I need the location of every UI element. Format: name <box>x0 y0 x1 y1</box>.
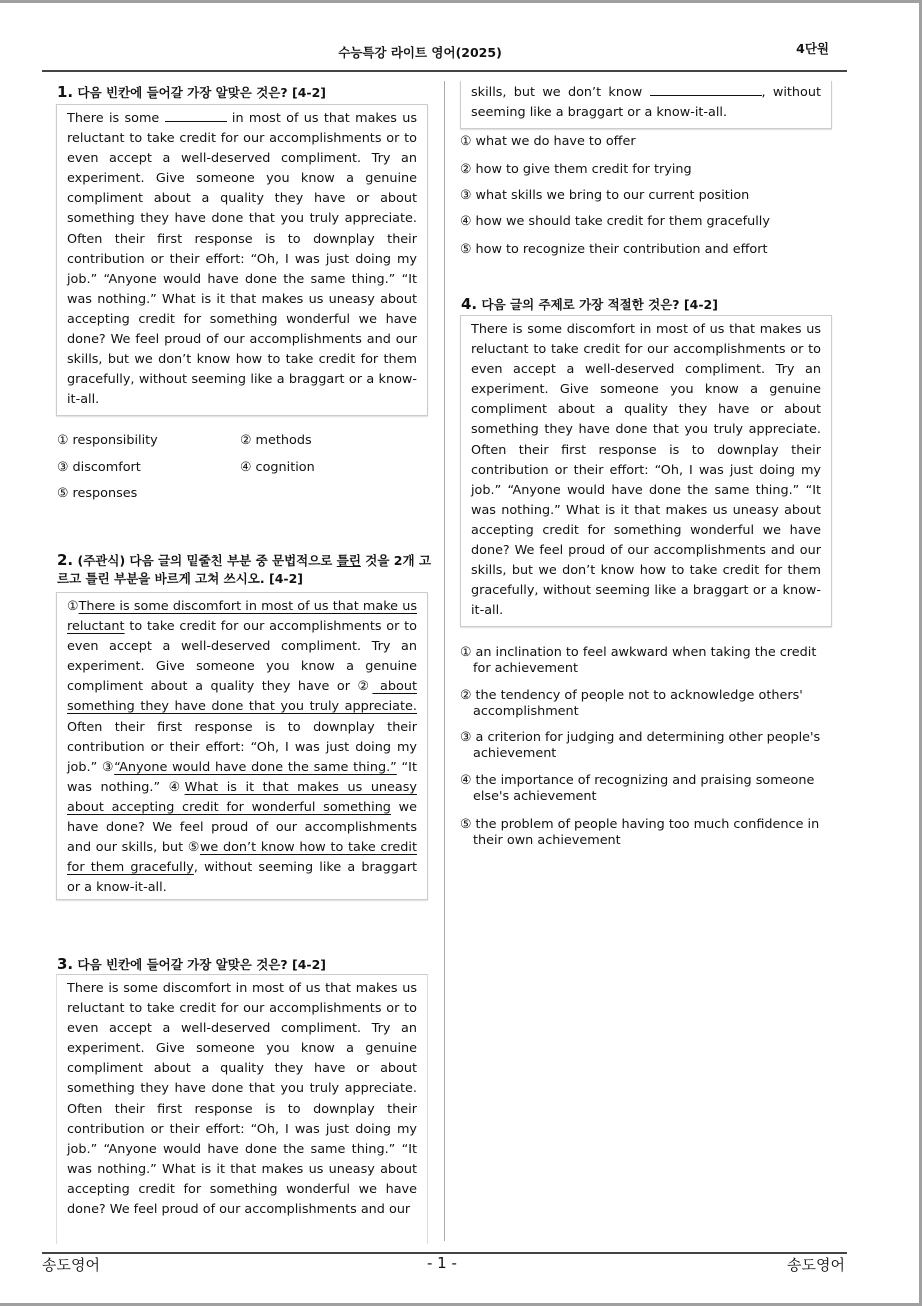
q4-option-1[interactable]: ① an inclination to feel awkward when taking the credit for achievement <box>460 645 817 676</box>
q3-option-1[interactable]: ① what we do have to offer <box>460 134 636 149</box>
q3-passage-part-1: There is some discomfort in most of us that makes us reluctant to take credit for our accomplishments or to even accept a well-deserved compliment. Try an experiment. Give someone you know a genuine compliment about a quality they have or about something they have done that you truly appreciate. Often their first response is to downplay their contribution or their effort: “Oh, I was just doing my job.” “Anyone would have done the same thing.” “It was nothing.” What is it that makes us uneasy about accepting credit for something wonderful we have done? We feel proud of our accomplishments and our <box>56 974 428 1244</box>
underlined-part-5: we don’t know how to take credit for them gracefully <box>67 840 417 876</box>
q1-option-2[interactable]: ② methods <box>240 433 312 448</box>
marker-3: ③ <box>101 759 115 775</box>
q4-tag: [4-2] <box>683 297 718 312</box>
q4-title <box>461 295 718 314</box>
answer-blank <box>650 83 762 96</box>
header-divider <box>42 70 847 72</box>
q2-title: 2. (주관식) 다음 글의 밑줄친 부분 중 문법적으로 틀린 것을 2개 고르고 틀린 부분을 바르게 고쳐 쓰시오. [4-2] <box>57 551 431 586</box>
q1-passage: There is some in most of us that makes us reluctant to take credit for our accomplishments or to even accept a well-deserved compliment. Try an experiment. Give someone you know a genuine compliment about a quality they have or about something they have done that you truly appreciate. Often their first response is to downplay their contribution or their effort: “Oh, I was just doing my job.” “Anyone would have done the same thing.” “It was nothing.” What is it that makes us uneasy about accepting credit for something wonderful we have done? We feel proud of our accomplishments and our skills, but we don’t know how to take credit for them gracefully, without seeming like a braggart or a know-it-all. <box>56 104 428 416</box>
q3-option-2[interactable]: ② how to give them credit for trying <box>460 162 692 177</box>
q3-passage-part-2: skills, but we don’t know , without seeming like a braggart or a know-it-all. <box>460 81 832 129</box>
q1-option-1[interactable]: ① responsibility <box>57 433 158 448</box>
q4-passage: There is some discomfort in most of us that makes us reluctant to take credit for our accomplishments or to even accept a well-deserved compliment. Try an experiment. Give someone you know a genuine compliment about a quality they have or about something they have done that you truly appreciate. Often their first response is to downplay their contribution or their effort: “Oh, I was just doing my job.” “Anyone would have done the same thing.” “It was nothing.” What is it that makes us uneasy about accepting credit for something wonderful we have done? We feel proud of our accomplishments and our skills, but we don’t know how to take credit for them gracefully, without seeming like a braggart or a know-it-all. <box>460 315 832 627</box>
page-number: - 1 - <box>427 1254 457 1272</box>
q3-prompt: 다음 빈칸에 들어갈 가장 알맞은 것은? <box>77 957 288 972</box>
worksheet-page <box>0 3 919 1303</box>
q1-option-4[interactable]: ④ cognition <box>240 460 315 475</box>
q4-option-5[interactable]: ⑤ the problem of people having too much confidence in their own achievement <box>460 817 820 848</box>
q2-number: 2. <box>57 551 74 569</box>
footer-right-label: 송도영어 <box>787 1256 845 1274</box>
q3-option-5[interactable]: ⑤ how to recognize their contribution and effort <box>460 242 768 257</box>
unit-label: 4단원 <box>796 41 829 56</box>
q1-option-5[interactable]: ⑤ responses <box>57 486 138 501</box>
q4-option-3[interactable]: ③ a criterion for judging and determining other people's achievement <box>460 730 821 761</box>
marker-1: ① <box>67 599 79 614</box>
marker-2: ② <box>357 679 373 695</box>
column-divider <box>444 81 445 1241</box>
q3-number: 3. <box>57 955 74 973</box>
q1-number: 1. <box>57 83 74 101</box>
footer-left-label: 송도영어 <box>42 1256 100 1274</box>
q1-option-3[interactable]: ③ discomfort <box>57 460 141 475</box>
underlined-part-2: about something they have done that you truly appreciate. <box>67 679 417 715</box>
q3-option-4[interactable]: ④ how we should take credit for them gracefully <box>460 214 770 229</box>
q2-passage: ①There is some discomfort in most of us that make us reluctant to take credit for our accomplishments or to even accept a well-deserved compliment. Try an experiment. Give someone you know a genuine compliment about a quality they have or ② about something they have done that you truly appreciate. Often their first response is to downplay their contribution or their effort: “Oh, I was just doing my job.” ③“Anyone would have done the same thing.” “It was nothing.” ④What is it that makes us uneasy about accepting credit for wonderful something we have done? We feel proud of our accomplishments and our skills, but ⑤we don’t know how to take credit for them gracefully, without seeming like a braggart or a know-it-all. <box>56 592 428 900</box>
marker-4: ④ <box>168 779 185 795</box>
marker-5: ⑤ <box>187 840 200 856</box>
q3-option-3[interactable]: ③ what skills we bring to our current position <box>460 188 750 203</box>
underlined-part-3: “Anyone would have done the same thing.” <box>114 759 397 775</box>
underlined-part-4: What is it that makes us uneasy about accepting credit for wonderful something <box>67 779 417 815</box>
q1-tag: [4-2] <box>292 85 327 100</box>
q1-title <box>57 83 326 102</box>
q4-option-2[interactable]: ② the tendency of people not to acknowledge others' accomplishment <box>460 688 803 719</box>
q4-prompt: 다음 글의 주제로 가장 적절한 것은? <box>481 297 680 312</box>
document-title: 수능특강 라이트 영어(2025) <box>338 45 502 60</box>
answer-blank <box>165 109 227 122</box>
underlined-part-1: There is some discomfort in most of us that make us reluctant <box>67 599 417 635</box>
q4-option-4[interactable]: ④ the importance of recognizing and praising someone else's achievement <box>460 773 815 804</box>
q1-prompt: 다음 빈칸에 들어갈 가장 알맞은 것은? <box>77 85 288 100</box>
q3-tag: [4-2] <box>292 957 327 972</box>
q3-title <box>57 955 326 974</box>
q4-number: 4. <box>461 295 478 313</box>
q2-tag: [4-2] <box>269 571 304 586</box>
